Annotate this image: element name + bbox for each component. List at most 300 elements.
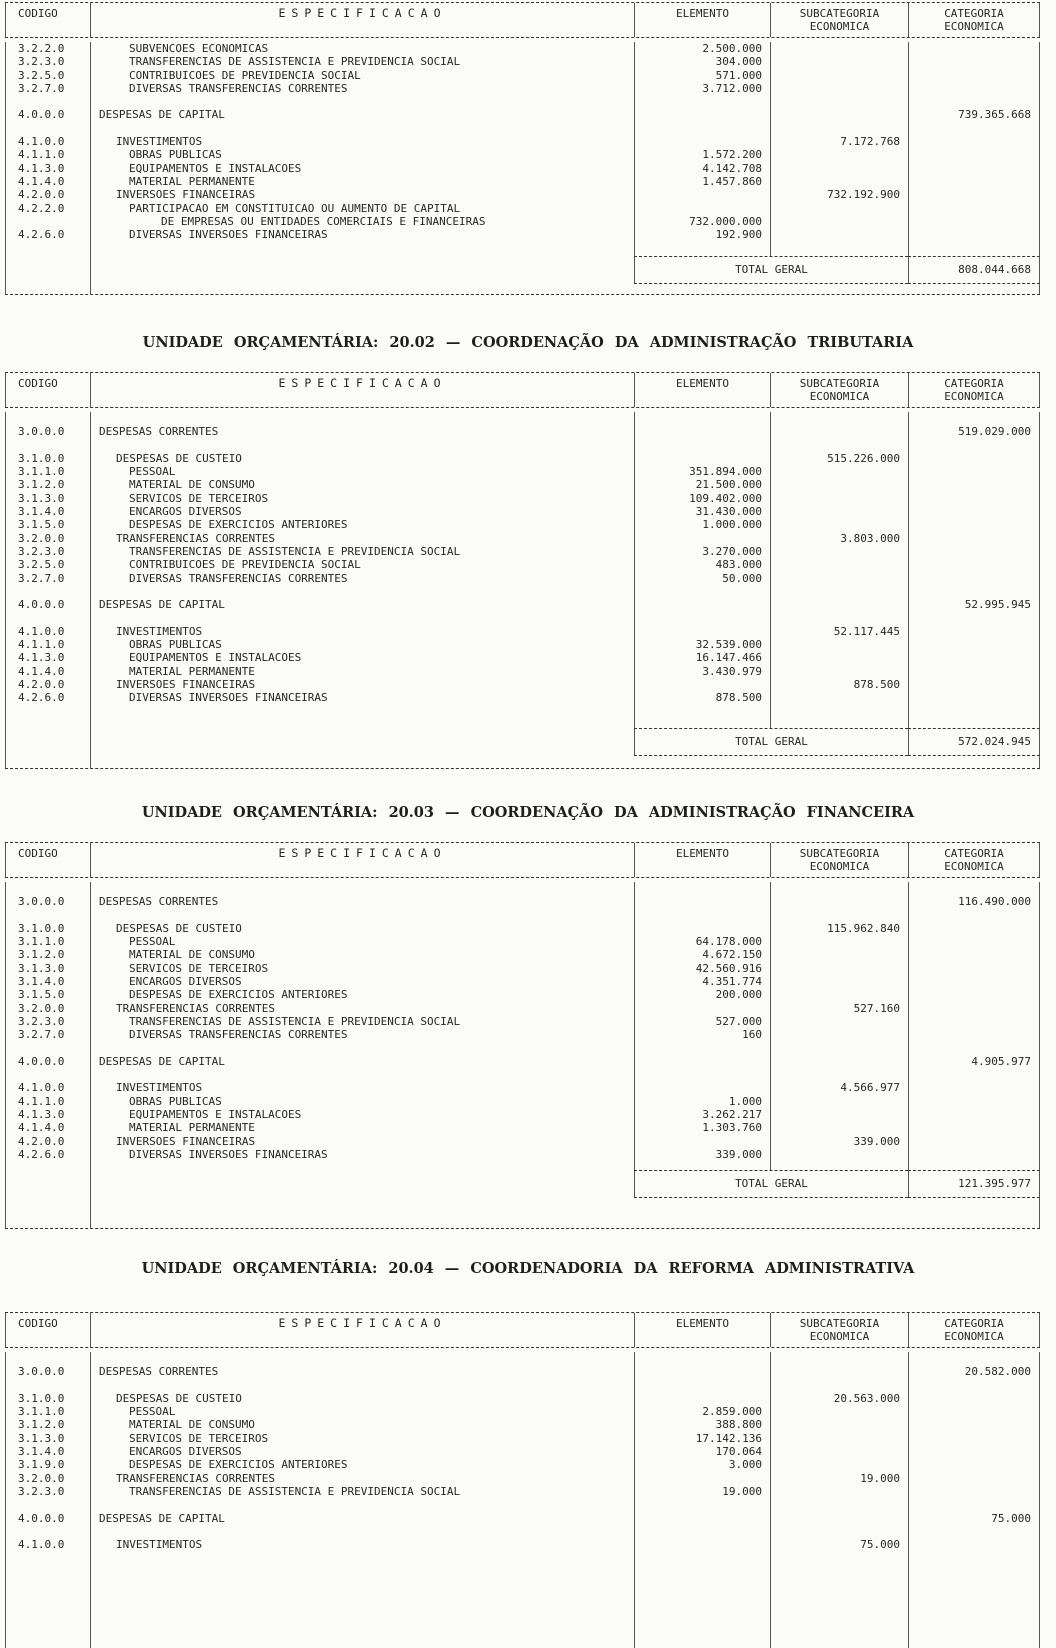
column-line	[90, 728, 634, 756]
row-description-text: OBRAS PUBLICAS	[129, 148, 222, 162]
row-subcategoria: 3.803.000	[770, 532, 908, 545]
row-subcategoria	[770, 202, 908, 215]
row-description	[90, 678, 634, 691]
table-row	[5, 988, 1040, 1001]
row-description-text: CONTRIBUICOES DE PREVIDENCIA SOCIAL	[129, 68, 361, 82]
row-categoria	[908, 148, 1040, 161]
row-categoria	[908, 1458, 1040, 1471]
row-categoria	[908, 1015, 1040, 1028]
row-elemento	[634, 1379, 770, 1392]
row-subcategoria: 4.566.977	[770, 1081, 908, 1094]
row-code	[5, 95, 90, 108]
row-code: 4.2.0.0	[5, 188, 90, 201]
row-subcategoria	[770, 909, 908, 922]
row-elemento: 64.178.000	[634, 935, 770, 948]
row-categoria	[908, 69, 1040, 82]
row-categoria	[908, 215, 1040, 228]
row-description	[90, 1432, 634, 1445]
row-categoria	[908, 975, 1040, 988]
row-description-text: DIVERSAS INVERSOES FINANCEIRAS	[129, 1147, 328, 1161]
row-subcategoria	[770, 465, 908, 478]
table-row	[5, 665, 1040, 678]
row-code: 4.2.0.0	[5, 678, 90, 691]
row-description	[90, 1445, 634, 1458]
row-categoria	[908, 1028, 1040, 1041]
row-description	[90, 148, 634, 161]
row-subcategoria: 339.000	[770, 1135, 908, 1148]
row-categoria	[908, 188, 1040, 201]
row-description	[90, 1028, 634, 1041]
row-subcategoria	[770, 975, 908, 988]
row-description-text: MATERIAL DE CONSUMO	[129, 948, 255, 962]
row-subcategoria: 75.000	[770, 1538, 908, 1551]
row-description-text: DIVERSAS TRANSFERENCIAS CORRENTES	[129, 571, 348, 585]
row-categoria	[908, 1121, 1040, 1134]
row-code: 3.2.3.0	[5, 55, 90, 68]
row-description	[90, 1498, 634, 1511]
row-subcategoria	[770, 638, 908, 651]
table-row	[5, 909, 1040, 922]
column-line	[5, 284, 90, 294]
row-description-text: DIVERSAS INVERSOES FINANCEIRAS	[129, 228, 328, 242]
row-elemento: 3.270.000	[634, 545, 770, 558]
row-subcategoria	[770, 425, 908, 438]
table-row	[5, 425, 1040, 438]
row-elemento: 527.000	[634, 1015, 770, 1028]
table-filler	[5, 1551, 1040, 1648]
row-subcategoria	[770, 492, 908, 505]
row-categoria: 519.029.000	[908, 425, 1040, 438]
row-elemento: 31.430.000	[634, 505, 770, 518]
table-body	[5, 1348, 1040, 1648]
row-subcategoria	[770, 1458, 908, 1471]
row-description	[90, 1392, 634, 1405]
row-subcategoria	[770, 988, 908, 1001]
row-elemento	[634, 1068, 770, 1081]
row-description	[90, 1068, 634, 1081]
column-line	[90, 705, 634, 728]
row-categoria	[908, 492, 1040, 505]
row-description	[90, 42, 634, 55]
row-elemento	[634, 1002, 770, 1015]
row-code: 3.0.0.0	[5, 895, 90, 908]
row-elemento: 3.430.979	[634, 665, 770, 678]
row-code: 3.1.1.0	[5, 1405, 90, 1418]
row-description	[90, 975, 634, 988]
table-row	[5, 478, 1040, 491]
row-description-text: SERVICOS DE TERCEIROS	[129, 961, 269, 975]
row-description-text: DESPESAS CORRENTES	[99, 1365, 219, 1379]
row-description	[90, 518, 634, 531]
row-categoria	[908, 162, 1040, 175]
row-description-text: PESSOAL	[129, 465, 176, 479]
row-code: 4.1.3.0	[5, 1108, 90, 1121]
header-subcategoria	[770, 3, 908, 37]
row-categoria: 75.000	[908, 1512, 1040, 1525]
table-row	[5, 1498, 1040, 1511]
row-categoria	[908, 1379, 1040, 1392]
row-description-text: PARTICIPACAO EM CONSTITUICAO OU AUMENTO DE CAPITAL	[129, 201, 461, 215]
row-code: 4.2.6.0	[5, 691, 90, 704]
row-categoria	[908, 135, 1040, 148]
table-row	[5, 1068, 1040, 1081]
total-value: 808.044.668	[908, 256, 1040, 284]
row-description	[90, 585, 634, 598]
row-subcategoria	[770, 42, 908, 55]
row-code: 4.1.1.0	[5, 1095, 90, 1108]
row-elemento	[634, 1392, 770, 1405]
row-subcategoria	[770, 1068, 908, 1081]
row-categoria	[908, 638, 1040, 651]
column-line	[908, 241, 1040, 256]
row-description	[90, 1055, 634, 1068]
column-line	[5, 256, 90, 284]
table-row	[5, 412, 1040, 425]
header-subcategoria-line2: ECONOMICA	[809, 1330, 870, 1343]
row-code: 3.2.5.0	[5, 69, 90, 82]
row-subcategoria	[770, 148, 908, 161]
row-description	[90, 228, 634, 241]
column-line	[90, 241, 634, 256]
row-subcategoria	[770, 1498, 908, 1511]
total-label: TOTAL GERAL	[634, 1170, 908, 1198]
row-elemento	[634, 1512, 770, 1525]
row-subcategoria	[770, 1015, 908, 1028]
row-subcategoria	[770, 228, 908, 241]
row-elemento: 339.000	[634, 1148, 770, 1161]
header-codigo: CODIGO	[5, 843, 90, 877]
row-code: 3.1.4.0	[5, 505, 90, 518]
header-subcategoria	[770, 373, 908, 407]
row-description	[90, 1512, 634, 1525]
row-elemento	[634, 678, 770, 691]
table-row	[5, 1095, 1040, 1108]
row-categoria	[908, 1002, 1040, 1015]
table-filler	[5, 1198, 1040, 1228]
table-filler	[5, 756, 1040, 768]
row-categoria	[908, 465, 1040, 478]
row-subcategoria	[770, 1055, 908, 1068]
table-row	[5, 518, 1040, 531]
row-elemento	[634, 188, 770, 201]
row-code: 3.1.0.0	[5, 922, 90, 935]
row-elemento: 170.064	[634, 1445, 770, 1458]
column-line	[908, 705, 1040, 728]
row-code	[5, 1042, 90, 1055]
row-categoria	[908, 1095, 1040, 1108]
row-categoria	[908, 1108, 1040, 1121]
row-description	[90, 1472, 634, 1485]
column-line	[908, 1161, 1040, 1170]
row-elemento: 109.402.000	[634, 492, 770, 505]
row-elemento: 878.500	[634, 691, 770, 704]
table-row	[5, 69, 1040, 82]
table-row	[5, 1002, 1040, 1015]
row-elemento: 3.712.000	[634, 82, 770, 95]
column-line	[634, 1551, 770, 1648]
row-categoria	[908, 558, 1040, 571]
row-elemento	[634, 108, 770, 121]
header-subcategoria-line2: ECONOMICA	[809, 20, 870, 33]
row-code: 4.1.3.0	[5, 651, 90, 664]
row-description-text: MATERIAL PERMANENTE	[129, 1121, 255, 1135]
row-subcategoria	[770, 1379, 908, 1392]
row-categoria	[908, 1498, 1040, 1511]
row-elemento: 1.000	[634, 1095, 770, 1108]
row-description-text: TRANSFERENCIAS CORRENTES	[116, 531, 275, 545]
row-description	[90, 1095, 634, 1108]
row-categoria	[908, 202, 1040, 215]
row-description	[90, 1525, 634, 1538]
header-categoria-line1: CATEGORIA	[944, 1317, 1004, 1330]
table-row	[5, 1392, 1040, 1405]
row-description-text: PESSOAL	[129, 935, 176, 949]
row-subcategoria	[770, 55, 908, 68]
row-elemento: 17.142.136	[634, 1432, 770, 1445]
row-code: 4.0.0.0	[5, 598, 90, 611]
row-code	[5, 439, 90, 452]
row-code	[5, 909, 90, 922]
row-code: 4.1.4.0	[5, 175, 90, 188]
table-row	[5, 1108, 1040, 1121]
section-title: UNIDADE ORÇAMENTÁRIA: 20.02 — COORDENAÇÃO DA ADMINISTRAÇÃO TRIBUTARIA	[142, 334, 914, 351]
row-description-text: DESPESAS DE CAPITAL	[99, 1054, 225, 1068]
row-description-text: TRANSFERENCIAS DE ASSISTENCIA E PREVIDENCIA SOCIAL	[129, 55, 461, 69]
row-description-text: SERVICOS DE TERCEIROS	[129, 491, 269, 505]
row-categoria	[908, 988, 1040, 1001]
row-subcategoria	[770, 1485, 908, 1498]
table-row	[5, 678, 1040, 691]
row-elemento: 2.500.000	[634, 42, 770, 55]
row-code: 4.1.1.0	[5, 638, 90, 651]
row-code: 3.2.0.0	[5, 1472, 90, 1485]
row-subcategoria	[770, 478, 908, 491]
table-row	[5, 585, 1040, 598]
row-description-text: DESPESAS DE CAPITAL	[99, 108, 225, 122]
row-subcategoria: 7.172.768	[770, 135, 908, 148]
row-description-text: DESPESAS DE CUSTEIO	[116, 1391, 242, 1405]
row-code: 3.1.1.0	[5, 935, 90, 948]
row-categoria: 739.365.668	[908, 108, 1040, 121]
row-description	[90, 202, 634, 215]
row-code: 4.1.0.0	[5, 135, 90, 148]
table-row	[5, 55, 1040, 68]
row-subcategoria	[770, 935, 908, 948]
table-row	[5, 1512, 1040, 1525]
row-description-text: DESPESAS DE CUSTEIO	[116, 451, 242, 465]
row-description-text: SERVICOS DE TERCEIROS	[129, 1431, 269, 1445]
header-categoria-line1: CATEGORIA	[944, 847, 1004, 860]
table-row	[5, 1379, 1040, 1392]
row-subcategoria: 115.962.840	[770, 922, 908, 935]
table-row	[5, 1538, 1040, 1551]
table-row	[5, 545, 1040, 558]
row-elemento: 1.000.000	[634, 518, 770, 531]
row-categoria	[908, 1538, 1040, 1551]
table-row	[5, 922, 1040, 935]
row-description	[90, 1121, 634, 1134]
row-description	[90, 895, 634, 908]
section-title: UNIDADE ORÇAMENTÁRIA: 20.04 — COORDENADORIA DA REFORMA ADMINISTRATIVA	[141, 1260, 915, 1277]
row-elemento: 16.147.466	[634, 651, 770, 664]
row-description-text: EQUIPAMENTOS E INSTALACOES	[129, 161, 302, 175]
row-description	[90, 988, 634, 1001]
row-subcategoria	[770, 962, 908, 975]
section-title: UNIDADE ORÇAMENTÁRIA: 20.03 — COORDENAÇÃO DA ADMINISTRAÇÃO FINANCEIRA	[141, 804, 915, 821]
row-description-text: MATERIAL PERMANENTE	[129, 174, 255, 188]
row-categoria	[908, 922, 1040, 935]
column-line	[90, 256, 634, 284]
row-subcategoria: 732.192.900	[770, 188, 908, 201]
row-description	[90, 135, 634, 148]
table-bottom-rule	[5, 768, 1040, 769]
table-row	[5, 228, 1040, 241]
row-description	[90, 1538, 634, 1551]
row-description	[90, 1405, 634, 1418]
row-description	[90, 1135, 634, 1148]
row-elemento: 3.000	[634, 1458, 770, 1471]
row-code: 4.0.0.0	[5, 1512, 90, 1525]
row-elemento	[634, 1525, 770, 1538]
row-subcategoria	[770, 1432, 908, 1445]
row-code: 3.1.3.0	[5, 1432, 90, 1445]
row-description	[90, 412, 634, 425]
row-elemento	[634, 1472, 770, 1485]
row-code: 3.1.4.0	[5, 1445, 90, 1458]
row-subcategoria	[770, 1108, 908, 1121]
row-code: 4.1.3.0	[5, 162, 90, 175]
table-filler	[5, 1161, 1040, 1170]
row-description	[90, 962, 634, 975]
row-description-text: TRANSFERENCIAS DE ASSISTENCIA E PREVIDENCIA SOCIAL	[129, 1014, 461, 1028]
row-code: 4.0.0.0	[5, 1055, 90, 1068]
row-code	[5, 1068, 90, 1081]
row-description	[90, 95, 634, 108]
row-description	[90, 572, 634, 585]
row-description	[90, 1148, 634, 1161]
row-subcategoria	[770, 585, 908, 598]
row-categoria	[908, 1081, 1040, 1094]
row-code: 4.1.1.0	[5, 148, 90, 161]
row-code: 3.1.1.0	[5, 465, 90, 478]
row-subcategoria	[770, 1121, 908, 1134]
table-row	[5, 465, 1040, 478]
row-code: 3.1.2.0	[5, 1418, 90, 1431]
row-elemento	[634, 625, 770, 638]
row-code: 3.1.5.0	[5, 988, 90, 1001]
table-row	[5, 1028, 1040, 1041]
row-description-text: MATERIAL PERMANENTE	[129, 664, 255, 678]
row-description-text: EQUIPAMENTOS E INSTALACOES	[129, 1108, 302, 1122]
row-categoria	[908, 909, 1040, 922]
row-description-text: DE EMPRESAS OU ENTIDADES COMERCIAIS E FINANCEIRAS	[161, 214, 486, 228]
table-row	[5, 135, 1040, 148]
column-line	[90, 284, 1040, 294]
row-description	[90, 439, 634, 452]
row-elemento	[634, 1365, 770, 1378]
row-subcategoria	[770, 651, 908, 664]
table-header	[5, 372, 1040, 408]
row-categoria	[908, 691, 1040, 704]
row-description	[90, 122, 634, 135]
column-line	[5, 241, 90, 256]
row-code	[5, 585, 90, 598]
row-subcategoria	[770, 1365, 908, 1378]
row-elemento: 4.142.708	[634, 162, 770, 175]
row-categoria	[908, 1472, 1040, 1485]
row-elemento: 351.894.000	[634, 465, 770, 478]
header-especificacao: ESPECIFICACAO	[90, 3, 634, 37]
header-elemento: ELEMENTO	[634, 373, 770, 407]
row-elemento	[634, 922, 770, 935]
row-categoria	[908, 962, 1040, 975]
row-elemento: 4.672.150	[634, 948, 770, 961]
column-line	[90, 1551, 634, 1648]
header-subcategoria-line1: SUBCATEGORIA	[799, 847, 880, 860]
row-subcategoria: 878.500	[770, 678, 908, 691]
row-description	[90, 1081, 634, 1094]
header-subcategoria-line2: ECONOMICA	[809, 860, 870, 873]
column-line	[5, 705, 90, 728]
row-code: 3.2.0.0	[5, 532, 90, 545]
row-elemento	[634, 412, 770, 425]
table-row	[5, 651, 1040, 664]
table-row	[5, 1352, 1040, 1365]
row-subcategoria	[770, 82, 908, 95]
table-body	[5, 38, 1040, 256]
row-description	[90, 638, 634, 651]
row-code: 3.2.5.0	[5, 558, 90, 571]
row-subcategoria	[770, 545, 908, 558]
row-code: 3.1.3.0	[5, 492, 90, 505]
row-code: 3.1.0.0	[5, 452, 90, 465]
header-categoria	[908, 843, 1040, 877]
table-row	[5, 188, 1040, 201]
total-label: TOTAL GERAL	[634, 728, 908, 756]
table-row	[5, 572, 1040, 585]
row-description-text: DESPESAS DE CUSTEIO	[116, 921, 242, 935]
total-row	[5, 1170, 1040, 1198]
row-elemento: 1.303.760	[634, 1121, 770, 1134]
row-elemento	[634, 1538, 770, 1551]
row-categoria	[908, 1525, 1040, 1538]
table-row	[5, 82, 1040, 95]
row-subcategoria	[770, 1148, 908, 1161]
row-elemento: 732.000.000	[634, 215, 770, 228]
row-elemento: 1.457.860	[634, 175, 770, 188]
table-row	[5, 42, 1040, 55]
budget-table	[5, 842, 1040, 1229]
row-elemento: 2.859.000	[634, 1405, 770, 1418]
row-description-text: TRANSFERENCIAS CORRENTES	[116, 1001, 275, 1015]
table-row	[5, 95, 1040, 108]
table-row	[5, 1365, 1040, 1378]
header-especificacao: ESPECIFICACAO	[90, 843, 634, 877]
total-label: TOTAL GERAL	[634, 256, 908, 284]
row-description-text: DIVERSAS TRANSFERENCIAS CORRENTES	[129, 1028, 348, 1042]
row-code: 3.1.4.0	[5, 975, 90, 988]
row-elemento	[634, 135, 770, 148]
row-description	[90, 425, 634, 438]
row-code: 3.1.5.0	[5, 518, 90, 531]
row-categoria	[908, 545, 1040, 558]
row-code: 4.0.0.0	[5, 108, 90, 121]
row-description-text: INVESTIMENTOS	[116, 1538, 203, 1552]
row-categoria	[908, 1068, 1040, 1081]
row-subcategoria: 52.117.445	[770, 625, 908, 638]
header-elemento: ELEMENTO	[634, 3, 770, 37]
table-row	[5, 611, 1040, 624]
